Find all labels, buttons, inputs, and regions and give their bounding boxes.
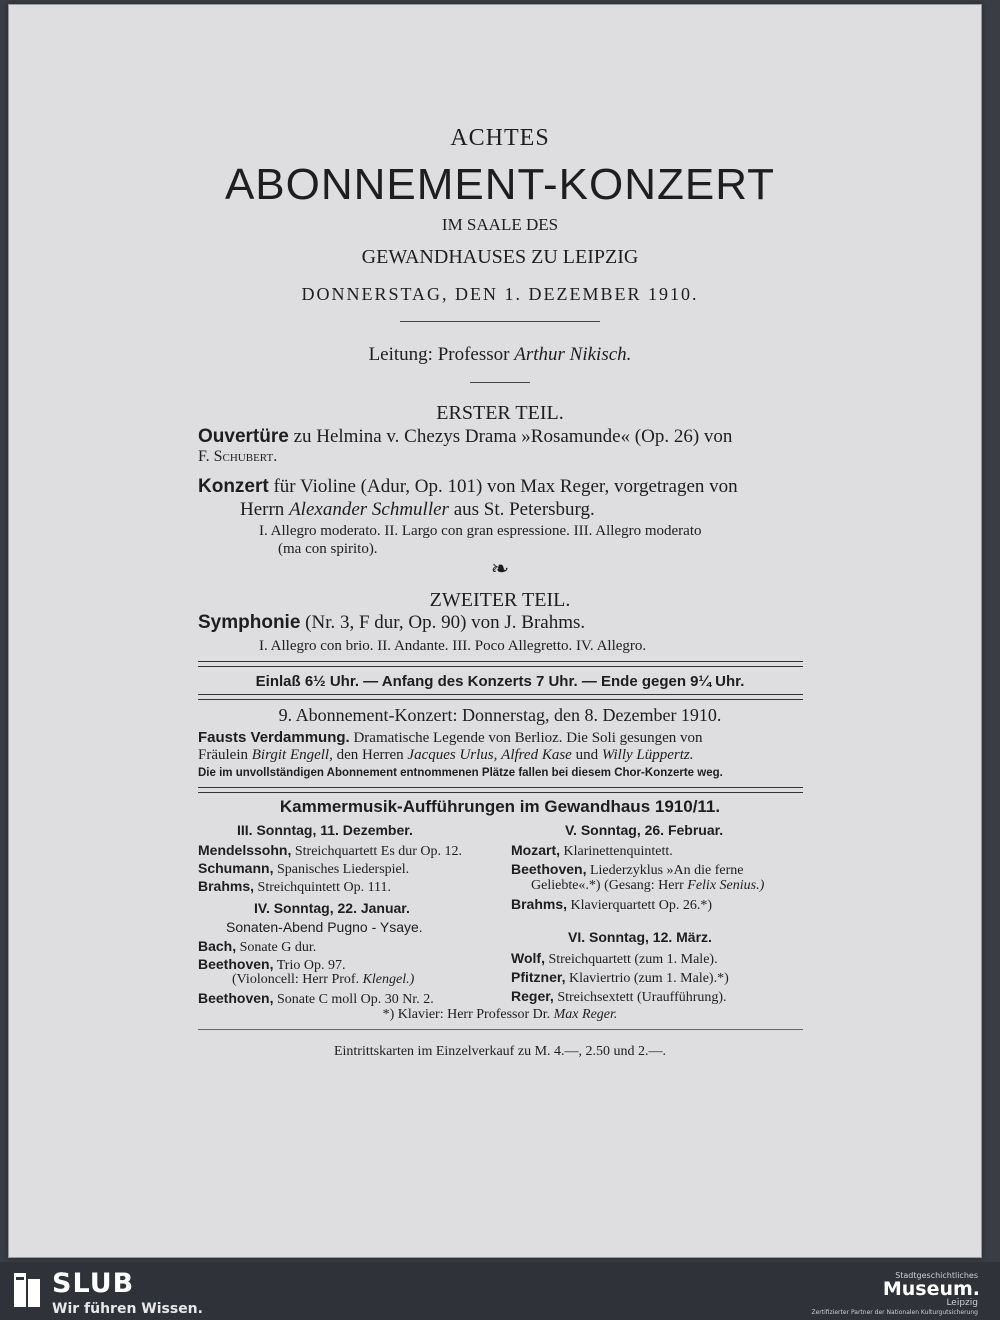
ornament-icon: ❧ (490, 556, 510, 581)
next-concert-line1 (198, 729, 703, 747)
work2-prefix: Herrn (240, 499, 285, 520)
museum-note: Zertifizierter Partner der Nationalen Kulturgutsicherung (811, 1309, 978, 1316)
singer-name: Jacques Urlus, (407, 747, 498, 763)
work1-composer: F. Schubert. (198, 448, 278, 465)
work2-movements-line1: I. Allegro moderato. II. Largo con gran espressione. III. Allegro moderato (259, 523, 702, 539)
chamber-left-heading-2: IV. Sonntag, 22. Januar. (254, 900, 410, 916)
slub-logo-text: SLUB (52, 1268, 135, 1299)
work2-line2 (240, 499, 595, 521)
symphony-movements: I. Allegro con brio. II. Andante. III. Poco Allegretto. IV. Allegro. (259, 638, 647, 654)
museum-city: Leipzig (946, 1298, 978, 1308)
work2-line1 (198, 476, 738, 498)
chamber-left-item (198, 938, 316, 956)
work-desc: Sonate C moll Op. 30 Nr. 2. (276, 992, 434, 1007)
chamber-right-item (511, 896, 712, 914)
composer-name: Beethoven, (198, 990, 274, 1006)
work-desc: (Violoncell: Herr Prof. (232, 972, 360, 987)
chamber-footnote (0, 1007, 1000, 1023)
chamber-left-item (198, 990, 434, 1008)
double-rule (198, 787, 803, 793)
chamber-left-item (198, 878, 391, 896)
part1-heading: ERSTER TEIL. (436, 402, 564, 424)
chamber-left-item (232, 972, 414, 988)
symphony-title: Symphonie (198, 612, 301, 633)
composer-name: Beethoven, (511, 861, 587, 877)
work1-line (198, 426, 732, 448)
work2-suffix: aus St. Petersburg. (453, 499, 595, 520)
singer-name: Alfred Kase (501, 747, 572, 763)
conductor-prefix: Leitung: Professor (368, 344, 510, 365)
next-concert-work: Fausts Verdammung. (198, 729, 350, 746)
footnote-text: *) Klavier: Herr Professor Dr. (382, 1007, 551, 1022)
double-rule (198, 661, 803, 667)
divider (400, 321, 600, 322)
conductor-name: Arthur Nikisch. (514, 344, 632, 365)
work2-soloist: Alexander Schmuller (289, 499, 449, 520)
chamber-right-heading-1: V. Sonntag, 26. Februar. (565, 822, 724, 838)
work2-text: für Violine (Adur, Op. 101) von Max Reger, vorgetragen von (273, 476, 738, 497)
header-venue-line1: IM SAALE DES (441, 215, 559, 234)
work-desc: Klarinettenquintett. (563, 844, 673, 859)
part2-heading: ZWEITER TEIL. (429, 589, 571, 611)
work-desc: Geliebte«.*) (Gesang: Herr (531, 878, 684, 893)
work-desc: Trio Op. 97. (276, 958, 346, 973)
conductor-line (0, 344, 1000, 366)
chamber-right-item (511, 842, 673, 860)
symphony-line (198, 612, 585, 634)
chamber-right-item (511, 861, 744, 879)
next-concert-text: den Herren (336, 747, 404, 763)
performer-name: Felix Senius.) (687, 878, 765, 893)
composer-name: Brahms, (511, 896, 568, 912)
time-info: Einlaß 6½ Uhr. — Anfang des Konzerts 7 Uhr. — Ende gegen 9¼ Uhr. (255, 673, 745, 690)
next-concert-text: Fräulein (198, 747, 248, 763)
chamber-left-heading-1: III. Sonntag, 11. Dezember. (237, 822, 413, 838)
singer-name: Birgit Engell, (251, 747, 333, 763)
work2-title: Konzert (198, 476, 269, 497)
composer-name: Beethoven, (198, 956, 274, 972)
next-concert-note: Die im unvollständigen Abonnement entnommenen Plätze fallen bei diesem Chor-Konzerte weg. (198, 767, 723, 779)
work1-title: Ouvertüre (198, 426, 289, 447)
chamber-right-heading-2: VI. Sonntag, 12. März. (568, 929, 712, 945)
divider (470, 382, 530, 383)
work-desc: Streichquartett (zum 1. Male). (548, 952, 718, 967)
page-title: ABONNEMENT-KONZERT (224, 160, 776, 209)
chamber-heading: Kammermusik-Aufführungen im Gewandhaus 1910/11. (279, 797, 721, 816)
slub-logo-icon (12, 1271, 42, 1309)
composer-name: Schumann, (198, 860, 274, 876)
work-desc: Liederzyklus »An die ferne (589, 863, 744, 878)
museum-subtitle: Stadtgeschichtliches (895, 1271, 978, 1280)
chamber-right-item (511, 988, 727, 1006)
work-desc: Sonate G dur. (239, 940, 317, 955)
museum-logo-text: Museum. (882, 1278, 980, 1300)
work-desc: Streichquartett Es dur Op. 12. (294, 844, 463, 859)
double-rule (198, 694, 803, 700)
next-concert-line2 (198, 747, 694, 764)
header-venue-line2: GEWANDHAUSES ZU LEIPZIG (361, 246, 639, 268)
work-desc: Spanisches Liederspiel. (276, 862, 410, 877)
chamber-left-item (198, 842, 462, 860)
singer-name: Willy Lüppertz. (601, 747, 694, 763)
divider (198, 1029, 803, 1030)
symphony-text: (Nr. 3, F dur, Op. 90) von J. Brahms. (305, 612, 586, 633)
performer-name: Klengel.) (362, 972, 415, 987)
chamber-right-item (511, 950, 718, 968)
work-desc: Streichquintett Op. 111. (257, 880, 392, 895)
work2-movements-line2: (ma con spirito). (278, 541, 378, 557)
composer-name: Brahms, (198, 878, 255, 894)
work1-text: zu Helmina v. Chezys Drama »Rosamunde« (Op. 26) von (293, 426, 733, 447)
next-concert-text: und (575, 747, 599, 763)
composer-name: Wolf, (511, 950, 545, 966)
work-desc: Klavierquartett Op. 26.*) (570, 898, 713, 913)
chamber-left-heading-3: Sonaten-Abend Pugno - Ysaye. (226, 919, 423, 935)
chamber-right-item (511, 969, 729, 987)
slub-tagline: Wir führen Wissen. (52, 1301, 203, 1317)
composer-name: Bach, (198, 938, 237, 954)
next-concert-heading: 9. Abonnement-Konzert: Donnerstag, den 8. Dezember 1910. (278, 705, 722, 725)
header-date: DONNERSTAG, DEN 1. DEZEMBER 1910. (301, 284, 699, 304)
chamber-left-item (198, 860, 409, 878)
composer-name: Reger, (511, 988, 554, 1004)
ticket-info: Eintrittskarten im Einzelverkauf zu M. 4.—, 2.50 und 2.—. (333, 1044, 667, 1059)
next-concert-desc: Dramatische Legende von Berlioz. Die Soli gesungen von (353, 730, 703, 746)
composer-name: Mozart, (511, 842, 560, 858)
work-desc: Streichsextett (Uraufführung). (557, 990, 727, 1005)
composer-name: Pfitzner, (511, 969, 566, 985)
chamber-right-item (531, 878, 764, 894)
composer-name: Mendelssohn, (198, 842, 292, 858)
header-ordinal: ACHTES (450, 125, 550, 151)
work-desc: Klaviertrio (zum 1. Male).*) (568, 971, 729, 986)
footnote-name: Max Reger. (553, 1007, 618, 1022)
